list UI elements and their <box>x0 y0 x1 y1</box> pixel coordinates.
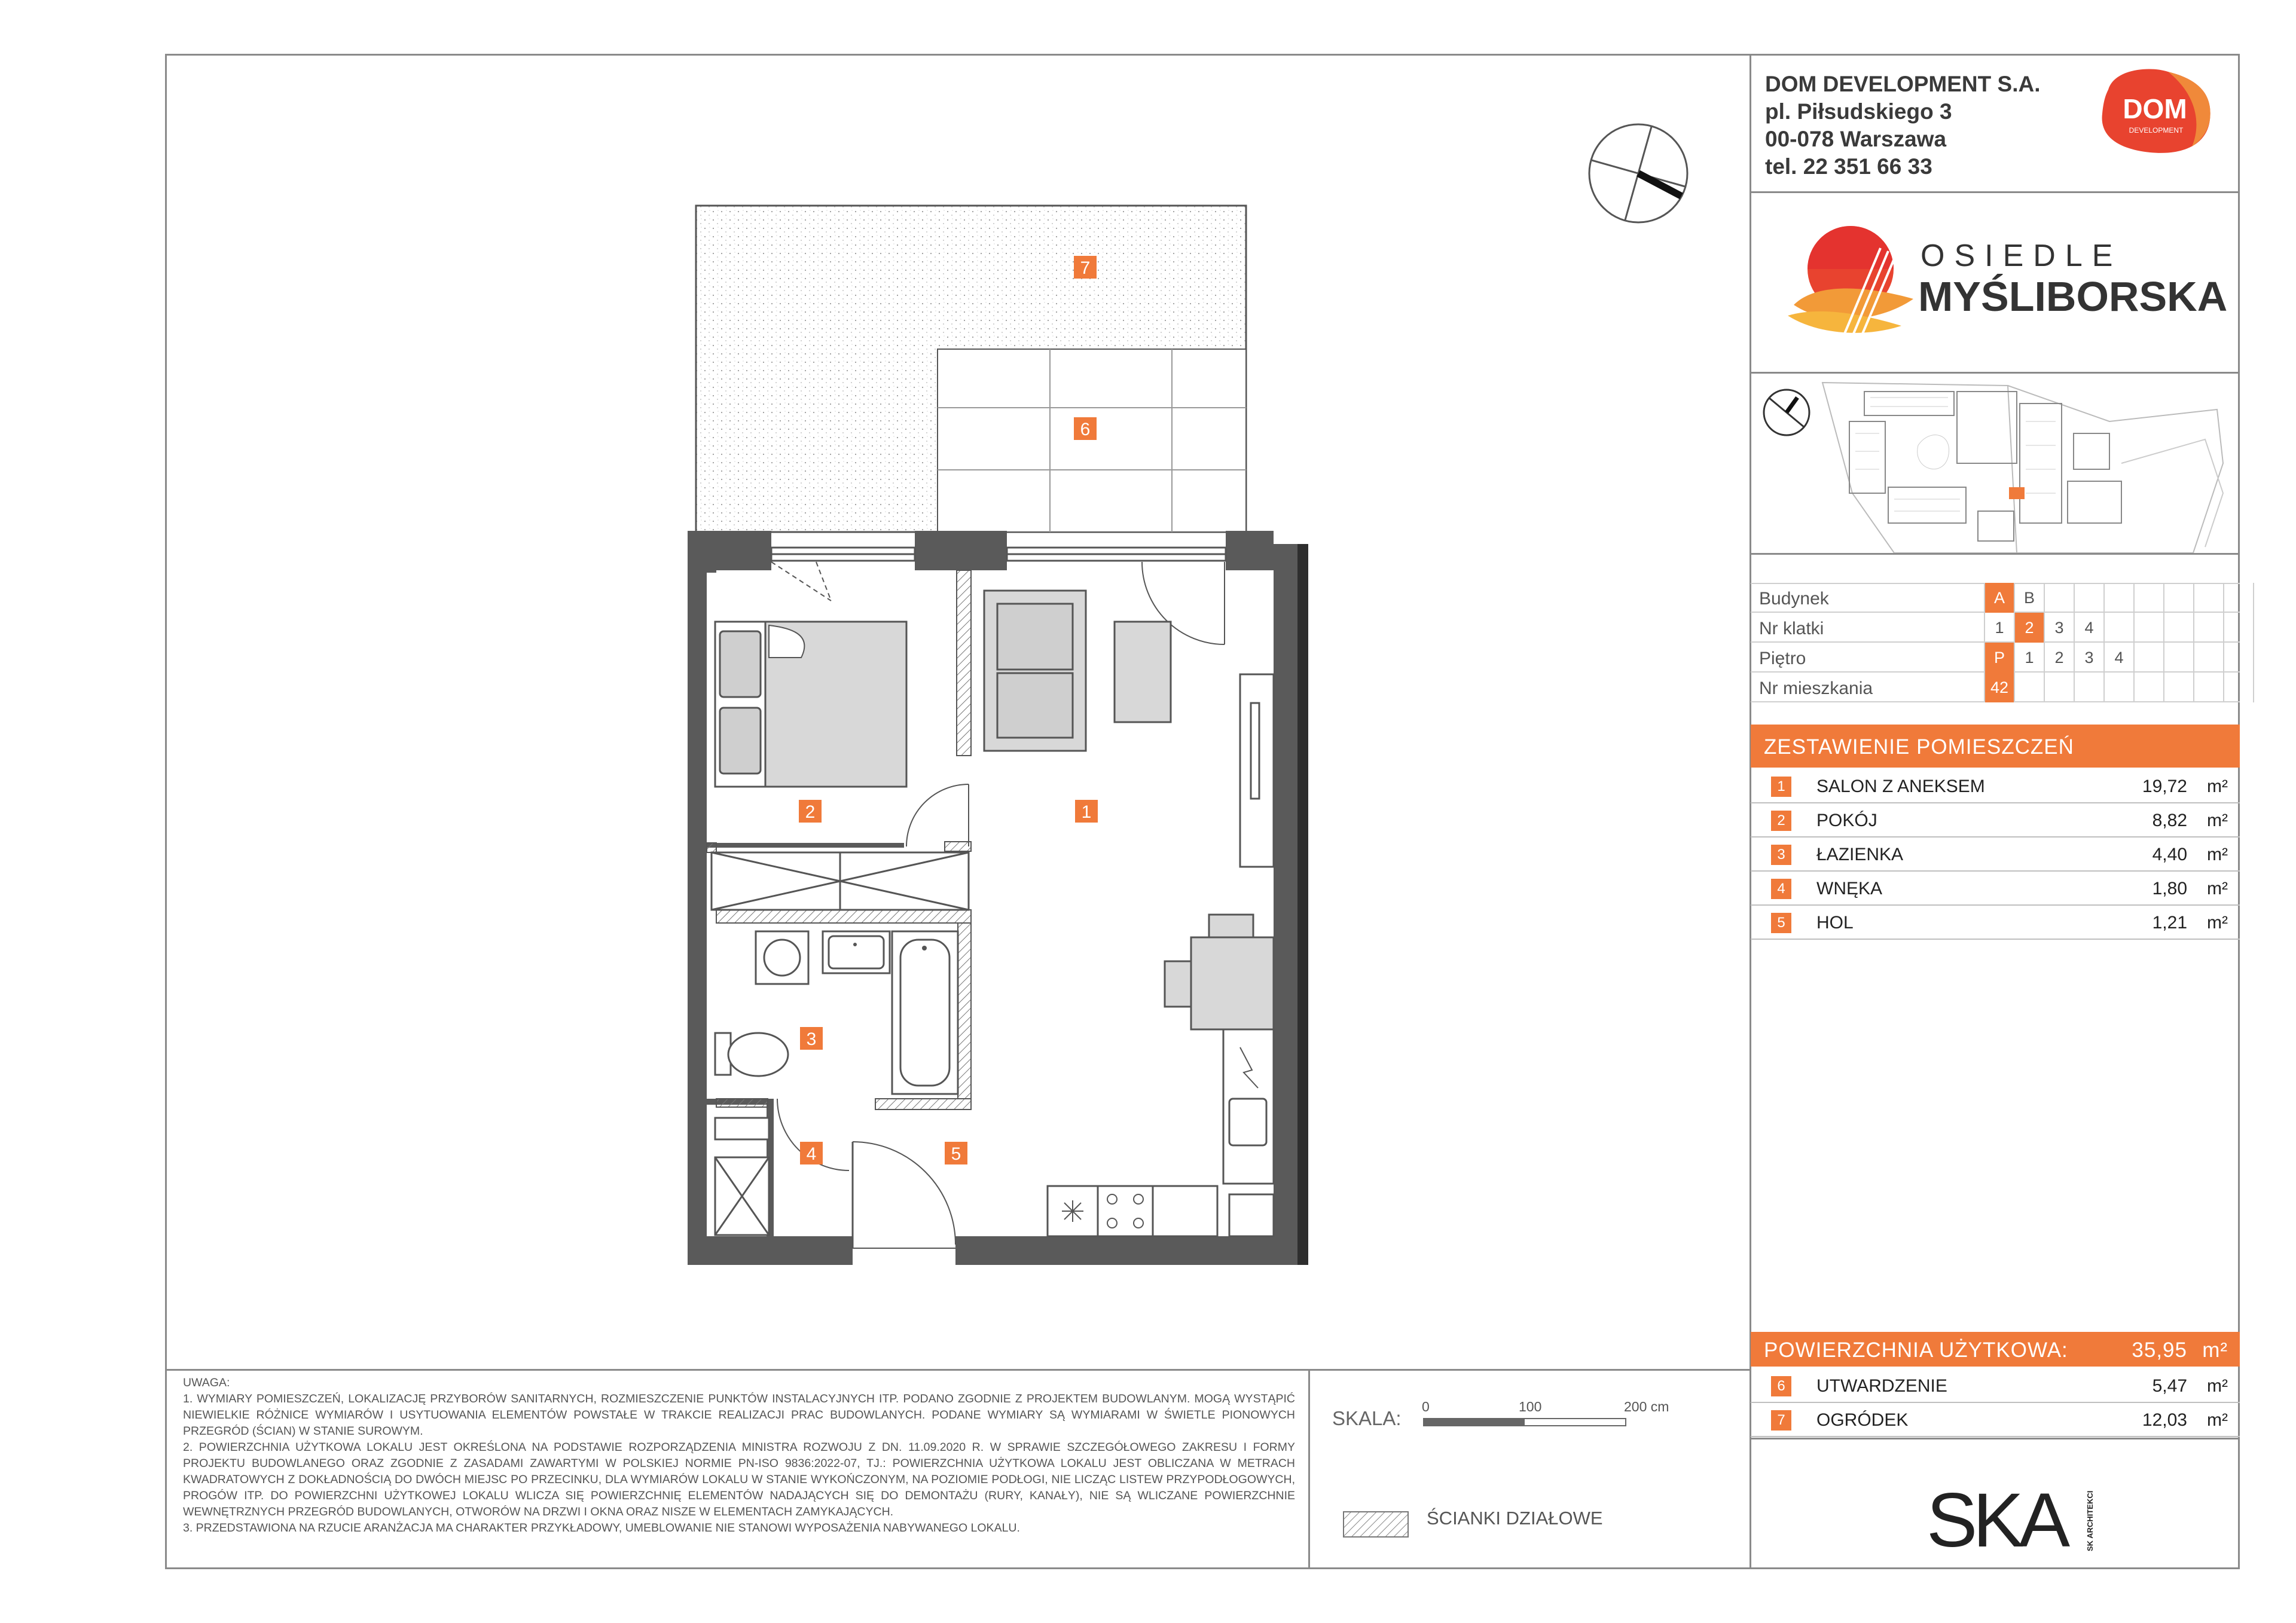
info-cell: 3 <box>2044 613 2074 643</box>
extra-row-area: 5,47 <box>2152 1376 2187 1396</box>
sidebar-line-4 <box>1751 1438 2240 1439</box>
extra-row-unit: m² <box>2207 1410 2228 1430</box>
info-cell <box>2253 613 2283 643</box>
scale-divider <box>1308 1369 1310 1569</box>
company-address-2: 00-078 Warszawa <box>1765 127 1947 151</box>
extra-row-name: OGRÓDEK <box>1816 1410 1909 1430</box>
room-row-area: 8,82 <box>2152 811 2187 830</box>
info-cell <box>2253 673 2283 702</box>
info-cell <box>2223 673 2253 702</box>
info-cell <box>2044 583 2074 613</box>
info-cell <box>2223 643 2253 673</box>
info-cell <box>2193 583 2223 613</box>
info-row <box>1751 613 2240 643</box>
room-row-name: SALON Z ANEKSEM <box>1816 777 1985 796</box>
room-row-num: 1 <box>1771 777 1791 797</box>
row-divider <box>1751 939 2240 940</box>
sidebar-line-3 <box>1751 553 2240 555</box>
info-cell <box>2103 673 2133 702</box>
info-cell: 4 <box>2074 613 2103 643</box>
info-cell <box>2253 643 2283 673</box>
room-row-num: 5 <box>1771 913 1791 933</box>
ska-architekci-logo <box>1926 1480 2106 1557</box>
info-cell <box>2074 583 2103 613</box>
room-label-3: 3 <box>806 1029 817 1049</box>
sidebar-line-1 <box>1751 191 2240 193</box>
extra-row <box>1751 1403 2240 1437</box>
room-row <box>1751 906 2240 940</box>
info-cell <box>2163 583 2193 613</box>
ska-mark: SKA <box>1926 1480 2066 1557</box>
info-cell <box>2223 583 2253 613</box>
extra-row-num: 6 <box>1771 1376 1791 1396</box>
notes-block <box>183 1375 1295 1536</box>
osiedle-text: OSIEDLE <box>1921 239 2123 273</box>
room-row <box>1751 872 2240 906</box>
company-name: DOM DEVELOPMENT S.A. <box>1765 72 2041 96</box>
notes-title: UWAGA: <box>183 1376 230 1389</box>
notes-divider <box>165 1369 1751 1371</box>
info-cell <box>2193 643 2223 673</box>
total-area-value: 35,95 <box>2132 1338 2187 1362</box>
room-row-name: ŁAZIENKA <box>1816 845 1904 864</box>
row-divider <box>1751 1436 2240 1437</box>
info-cell: 42 <box>1984 673 2014 702</box>
room-row <box>1751 838 2240 872</box>
extra-row-unit: m² <box>2207 1376 2228 1396</box>
info-cell <box>2133 643 2163 673</box>
osiedle-logo <box>1782 215 2236 347</box>
company-address-1: pl. Piłsudskiego 3 <box>1765 99 1952 124</box>
room-label-5: 5 <box>951 1144 961 1164</box>
info-cell <box>2044 673 2074 702</box>
room-row-num: 2 <box>1771 811 1791 831</box>
info-cell: 3 <box>2074 643 2103 673</box>
company-info <box>1765 71 2040 181</box>
info-cell <box>2253 583 2283 613</box>
total-area-label: POWIERZCHNIA UŻYTKOWA: <box>1764 1338 2068 1362</box>
info-row-label: Piętro <box>1759 649 1806 668</box>
room-label-7: 7 <box>1080 258 1091 278</box>
partition-legend-label: ŚCIANKI DZIAŁOWE <box>1427 1508 1603 1529</box>
note-2: 2. POWIERZCHNIA UŻYTKOWA LOKALU JEST OKREŚLONA NA PODSTAWIE ROZPORZĄDZENIA MINISTRA ROZWOJU Z DN. 11.09.2020 R. W SPRAWIE SZCZEGÓŁOWEGO ZAKRESU I FORMY PROJEKTU BUDOWLANEGO ORAZ ZGODNIE Z ZASADAMI ZAWARTYMI W POLSKIEJ NORMIE PN-ISO 9836:2022-07, TJ.: POWIERZCHNIA UŻYTKOWA LOKALU JEST OBLICZANA W METRACH KWADRATOWYCH Z DOKŁADNOŚCIĄ DO DWÓCH MIEJSC PO PRZECINKU, DLA WYMIARÓW LOKALU W STANIE WYKOŃCZONYM, NA POZIOMIE PODŁOGI, NIE LICZĄC LISTEW PRZYPODŁOGOWYCH, PROGÓW ITP. DO POWIERZCHNI UŻYTKOWEJ LOKALU WLICZA SIĘ POWIERZCHNIĘ ELEMENTÓW NADAJĄCYCH SIĘ DO DEMONTAŻU (RURY, KANAŁY), NIE SĄ WLICZANE POWIERZCHNIE WEWNĘTRZNYCH PRZEGRÓD BUDOWLANYCH, OTWORÓW NA DRZWI I OKNA ORAZ NISZE W ELEMENTACH ZAMYKAJĄCYCH. <box>183 1441 1295 1518</box>
note-1: 1. WYMIARY POMIESZCZEŃ, LOKALIZACJĘ PRZYBORÓW SANITARNYCH, ROZMIESZCZENIE PUNKTÓW INSTALACYJNYCH ITP. PODANO ZGODNIE Z PROJEKTEM BUDOWLANYM. MOGĄ WYSTĄPIĆ NIEWIELKIE RÓŻNICE WYMIARÓW I USYTUOWANIA ELEMENTÓW POWSTAŁE W TRAKCIE REALIZACJI PRAC BUDOWLANYCH. PODANE WYMIARY SĄ WYMIARAMI W ŚWIETLE PIONOWYCH PRZEGRÓD (ŚCIAN) W STANIE SUROWYM. <box>183 1392 1295 1438</box>
info-cell: 2 <box>2014 613 2044 643</box>
partition-legend-swatch <box>1343 1511 1409 1538</box>
room-label-1: 1 <box>1081 802 1092 822</box>
room-row <box>1751 803 2240 838</box>
info-cell: 1 <box>1984 613 2014 643</box>
extra-row <box>1751 1369 2240 1403</box>
info-cell: 2 <box>2044 643 2074 673</box>
info-cell <box>2133 673 2163 702</box>
info-cell <box>2163 643 2193 673</box>
room-row <box>1751 769 2240 803</box>
ska-vertical-text: SK ARCHITEKCI <box>2086 1490 2095 1551</box>
info-cell <box>2133 583 2163 613</box>
room-label-6: 6 <box>1080 420 1091 439</box>
scale-tick-0: 0 <box>1422 1399 1430 1414</box>
info-row <box>1751 673 2240 702</box>
extra-row-area: 12,03 <box>2142 1410 2187 1430</box>
room-row-unit: m² <box>2207 879 2228 898</box>
scale-bar-filled <box>1424 1419 1525 1425</box>
room-row-name: HOL <box>1816 913 1854 933</box>
info-cell <box>2074 673 2103 702</box>
info-row-label: Budynek <box>1759 589 1829 609</box>
rooms-header-text: ZESTAWIENIE POMIESZCZEŃ <box>1764 735 2074 759</box>
extra-row-name: UTWARDZENIE <box>1816 1376 1947 1396</box>
info-cell <box>2103 583 2133 613</box>
info-row-label: Nr klatki <box>1759 619 1824 638</box>
room-row-unit: m² <box>2207 777 2228 796</box>
info-cell: A <box>1984 583 2014 613</box>
room-row-area: 19,72 <box>2142 777 2187 796</box>
scale-tick-100: 100 <box>1519 1399 1542 1414</box>
room-row-area: 1,21 <box>2152 913 2187 933</box>
total-area-bar <box>1751 1332 2240 1367</box>
info-row <box>1751 643 2240 673</box>
info-cell: P <box>1984 643 2014 673</box>
rooms-header <box>1751 725 2240 768</box>
room-row-unit: m² <box>2207 913 2228 933</box>
room-row-unit: m² <box>2207 845 2228 864</box>
info-cell <box>2223 613 2253 643</box>
mysliborska-text: MYŚLIBORSKA <box>1918 273 2228 320</box>
site-key-map <box>1751 374 2240 553</box>
info-cell <box>2163 613 2193 643</box>
room-label-4: 4 <box>806 1144 817 1164</box>
dom-development-logo <box>2096 66 2213 155</box>
info-cell: 1 <box>2014 643 2044 673</box>
info-cell: B <box>2014 583 2044 613</box>
scale-label: SKALA: <box>1332 1407 1402 1429</box>
info-cell <box>2193 613 2223 643</box>
info-row-label: Nr mieszkania <box>1759 678 1873 698</box>
scale-bar <box>1423 1418 1626 1426</box>
room-row-num: 4 <box>1771 879 1791 899</box>
room-row-area: 4,40 <box>2152 845 2187 864</box>
info-row <box>1751 583 2240 613</box>
extra-row-num: 7 <box>1771 1410 1791 1431</box>
room-row-name: POKÓJ <box>1816 811 1877 830</box>
room-row-num: 3 <box>1771 845 1791 865</box>
info-cell <box>2163 673 2193 702</box>
total-area-unit: m² <box>2202 1338 2228 1362</box>
room-row-unit: m² <box>2207 811 2228 830</box>
info-cell <box>2193 673 2223 702</box>
room-row-name: WNĘKA <box>1816 879 1883 898</box>
room-label-2: 2 <box>805 802 816 822</box>
dom-logo-text: DOM <box>2123 93 2187 124</box>
note-3: 3. PRZEDSTAWIONA NA RZUCIE ARANŻACJA MA CHARAKTER PRZYKŁADOWY, UMEBLOWANIE NIE STANOWI WYPOSAŻENIA NABYWANEGO LOKALU. <box>183 1521 1020 1535</box>
scale-tick-200: 200 cm <box>1624 1399 1669 1414</box>
development-logo-text: DEVELOPMENT <box>2129 126 2184 135</box>
north-arrow <box>1589 124 1687 222</box>
info-cell <box>2103 613 2133 643</box>
info-cell <box>2133 613 2163 643</box>
info-cell: 4 <box>2103 643 2133 673</box>
terrace-area <box>938 349 1246 532</box>
room-row-area: 1,80 <box>2152 879 2187 898</box>
info-cell <box>2014 673 2044 702</box>
company-phone: tel. 22 351 66 33 <box>1765 154 1932 179</box>
